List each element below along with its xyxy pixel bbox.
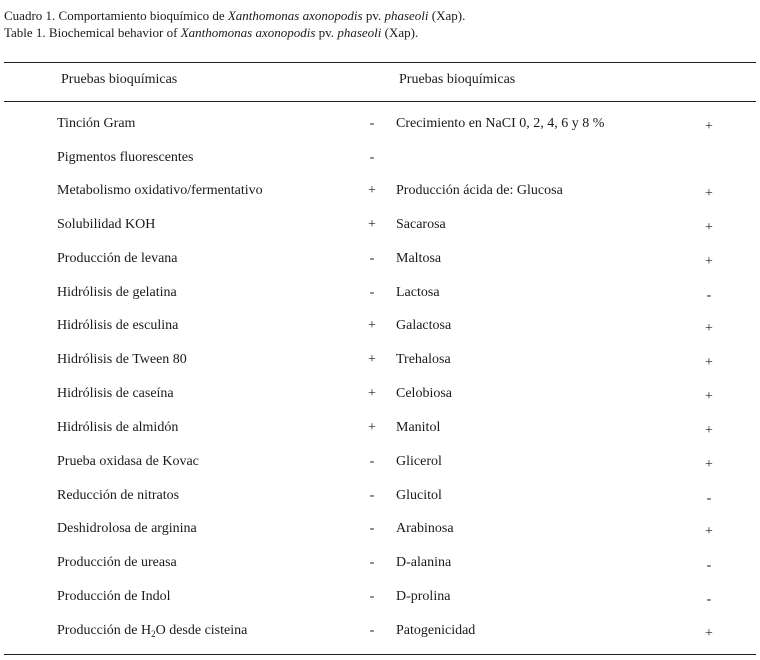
caption-spanish: Cuadro 1. Comportamiento bioquímico de Xanthomonas axonopodis pv. phaseoli (Xap).	[4, 8, 466, 23]
right-test-name: Galactosa	[396, 318, 452, 333]
right-test-name: Glicerol	[396, 454, 442, 469]
right-test-result: +	[705, 355, 713, 370]
right-test-result: +	[705, 321, 713, 336]
left-test-name: Deshidrolosa de arginina	[57, 521, 197, 536]
right-test-result: +	[705, 457, 713, 472]
table-row	[0, 150, 760, 170]
right-test-name: Celobiosa	[396, 386, 452, 401]
left-test-name: Producción de Indol	[57, 589, 171, 604]
header-left: Pruebas bioquímicas	[61, 72, 178, 87]
right-test-result: +	[705, 423, 713, 438]
table-row	[0, 251, 760, 271]
left-test-name: Reducción de nitratos	[57, 488, 180, 503]
left-test-result: +	[368, 318, 376, 333]
left-test-result: -	[369, 589, 375, 604]
header-right: Pruebas bioquímicas	[399, 72, 516, 87]
right-test-result: +	[705, 220, 713, 235]
left-test-result: -	[369, 285, 375, 300]
right-test-result: -	[706, 558, 712, 573]
left-test-result: +	[368, 352, 376, 367]
left-test-result: +	[368, 420, 376, 435]
left-test-result: -	[369, 488, 375, 503]
table-row	[0, 116, 760, 136]
left-test-result: -	[369, 623, 375, 638]
right-test-name: Patogenicidad	[396, 623, 476, 638]
table-row	[0, 420, 760, 440]
right-test-result: +	[705, 119, 713, 134]
right-test-result: +	[705, 186, 713, 201]
left-test-name: Hidrólisis de caseína	[57, 386, 174, 401]
table-row	[0, 521, 760, 541]
table-row	[0, 217, 760, 237]
left-test-name: Tinción Gram	[57, 116, 136, 131]
left-test-result: -	[369, 150, 375, 165]
table-row	[0, 183, 760, 203]
header-rule	[4, 101, 756, 102]
right-test-result: +	[705, 626, 713, 641]
right-test-name: Manitol	[396, 420, 441, 435]
right-test-name: Trehalosa	[396, 352, 451, 367]
table-row	[0, 623, 760, 643]
right-test-name: Producción ácida de: Glucosa	[396, 183, 563, 198]
left-test-result: -	[369, 555, 375, 570]
right-test-result: -	[706, 288, 712, 303]
left-test-name: Hidrólisis de gelatina	[57, 285, 177, 300]
table-row	[0, 352, 760, 372]
left-test-result: +	[368, 217, 376, 232]
table-row	[0, 386, 760, 406]
right-test-result: +	[705, 389, 713, 404]
table-bottom-rule	[4, 654, 756, 655]
table-row	[0, 454, 760, 474]
left-test-name: Hidrólisis de Tween 80	[57, 352, 187, 367]
caption-english: Table 1. Biochemical behavior of Xanthomonas axonopodis pv. phaseoli (Xap).	[4, 25, 419, 40]
right-test-name: Sacarosa	[396, 217, 446, 232]
right-test-result: -	[706, 592, 712, 607]
left-test-name: Hidrólisis de esculina	[57, 318, 179, 333]
right-test-name: D-prolina	[396, 589, 451, 604]
left-test-name: Pigmentos fluorescentes	[57, 150, 194, 165]
left-test-name: Metabolismo oxidativo/fermentativo	[57, 183, 263, 198]
right-test-result: +	[705, 254, 713, 269]
left-test-result: -	[369, 251, 375, 266]
right-test-name: Lactosa	[396, 285, 440, 300]
left-test-result: -	[369, 521, 375, 536]
right-test-name: Maltosa	[396, 251, 442, 266]
left-test-result: -	[369, 454, 375, 469]
right-test-name: Crecimiento en NaCI 0, 2, 4, 6 y 8 %	[396, 116, 605, 131]
table-row	[0, 488, 760, 508]
table-row	[0, 589, 760, 609]
table-row	[0, 285, 760, 305]
left-test-name: Producción de $H_2O$ desde cisteina	[57, 623, 248, 639]
table-row	[0, 555, 760, 575]
left-test-name: Prueba oxidasa de Kovac	[57, 454, 199, 469]
left-test-name: Solubilidad KOH	[57, 217, 156, 232]
left-test-result: -	[369, 116, 375, 131]
right-test-name: Glucitol	[396, 488, 442, 503]
left-test-name: Producción de ureasa	[57, 555, 177, 570]
left-test-result: +	[368, 386, 376, 401]
right-test-name: D-alanina	[396, 555, 452, 570]
table-row	[0, 318, 760, 338]
right-test-result: -	[706, 491, 712, 506]
right-test-result: +	[705, 524, 713, 539]
left-test-name: Hidrólisis de almidón	[57, 420, 179, 435]
table-top-rule	[4, 62, 756, 63]
left-test-result: +	[368, 183, 376, 198]
left-test-name: Producción de levana	[57, 251, 178, 266]
right-test-name: Arabinosa	[396, 521, 454, 536]
